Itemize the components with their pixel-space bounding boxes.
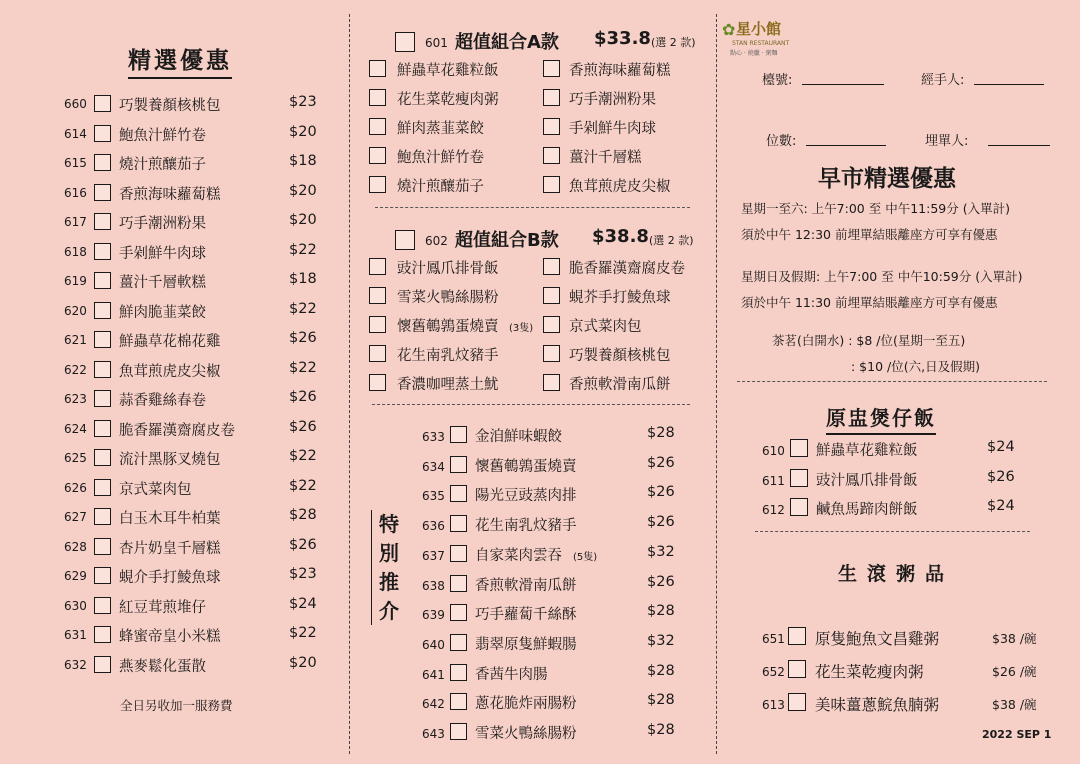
combo-a-code: 601 xyxy=(425,36,448,50)
combo-option[interactable] xyxy=(369,174,539,198)
item-checkbox[interactable] xyxy=(94,479,111,496)
list-item xyxy=(422,662,682,686)
item-checkbox[interactable] xyxy=(94,154,111,171)
option-name: 巧製養顏核桃包 xyxy=(569,348,671,364)
option-name: 豉汁鳳爪排骨飯 xyxy=(397,261,499,277)
item-price: $26 xyxy=(647,454,675,471)
item-checkbox[interactable] xyxy=(94,597,111,614)
item-price: $24 xyxy=(987,498,1015,514)
item-name: 薑汁千層軟糕 xyxy=(119,275,206,291)
list-item xyxy=(422,602,682,626)
combo-option[interactable] xyxy=(369,145,539,169)
list-item xyxy=(64,447,324,471)
item-checkbox[interactable] xyxy=(450,575,467,592)
item-price: $32 xyxy=(647,543,675,560)
option-checkbox[interactable] xyxy=(369,118,386,135)
item-checkbox[interactable] xyxy=(450,485,467,502)
logo-star-icon: ✿ xyxy=(722,20,736,39)
item-name: 巧手潮洲粉果 xyxy=(119,216,206,232)
item-code: 652 xyxy=(762,665,785,679)
item-name: 金洎鮮味蝦餃 xyxy=(475,429,562,445)
list-item xyxy=(762,468,1022,492)
combo-option[interactable] xyxy=(369,343,539,367)
item-name: 鮮肉脆韮菜餃 xyxy=(119,304,206,321)
list-item xyxy=(762,659,1052,683)
item-checkbox[interactable] xyxy=(790,439,808,457)
item-price: $22 xyxy=(289,300,317,317)
item-checkbox[interactable] xyxy=(450,515,467,532)
option-name: 雪菜火鴨絲腸粉 xyxy=(397,290,499,306)
item-name: 雪菜火鴨絲腸粉 xyxy=(475,726,577,742)
option-checkbox[interactable] xyxy=(369,287,386,304)
seats-field[interactable] xyxy=(806,145,886,146)
special-label-char: 介 xyxy=(379,599,399,623)
item-price: $28 xyxy=(647,603,675,620)
item-checkbox[interactable] xyxy=(450,693,467,710)
combo-option[interactable] xyxy=(369,87,539,111)
list-item xyxy=(64,654,324,678)
combo-option[interactable] xyxy=(369,256,539,280)
option-checkbox[interactable] xyxy=(369,147,386,164)
combo-a-price: $33.8 xyxy=(594,28,651,49)
bill-person-field[interactable] xyxy=(988,145,1050,146)
item-code: 612 xyxy=(762,503,785,517)
item-price: $18 xyxy=(289,153,317,169)
item-code: 638 xyxy=(422,578,445,593)
option-name: 京式菜肉包 xyxy=(569,319,642,335)
item-name: 香煎海味蘿蔔糕 xyxy=(119,186,221,203)
list-item xyxy=(64,536,324,560)
item-code: 634 xyxy=(422,459,445,474)
option-checkbox[interactable] xyxy=(543,345,560,362)
combo-option[interactable] xyxy=(369,58,539,82)
right-divider-2 xyxy=(755,531,1030,532)
special-label-char: 特 xyxy=(379,512,399,536)
congee-title: 生滾粥品 xyxy=(838,563,955,585)
option-checkbox[interactable] xyxy=(369,258,386,275)
combo-option[interactable] xyxy=(543,116,703,140)
option-name: 燒汁煎釀茄子 xyxy=(397,179,484,195)
item-name: 蒜香雞絲春卷 xyxy=(119,393,206,409)
option-checkbox[interactable] xyxy=(543,89,560,106)
combo-b-checkbox[interactable] xyxy=(395,230,415,250)
item-name: 白玉木耳牛柏葉 xyxy=(119,511,221,527)
item-note: (5隻) xyxy=(573,551,598,563)
option-checkbox[interactable] xyxy=(369,374,386,391)
item-checkbox[interactable] xyxy=(450,456,467,473)
combo-option[interactable] xyxy=(543,372,703,396)
item-price: $22 xyxy=(289,477,317,494)
item-name: 陽光豆豉蒸肉排 xyxy=(475,488,577,505)
item-price: $26 xyxy=(289,536,317,553)
item-checkbox[interactable] xyxy=(94,390,111,407)
list-item xyxy=(64,300,324,324)
item-name: 鮮蟲草花棉花雞 xyxy=(119,334,221,350)
option-checkbox[interactable] xyxy=(543,316,560,333)
item-code: 630 xyxy=(64,598,87,613)
item-code: 621 xyxy=(64,333,87,347)
special-label-rule xyxy=(371,510,372,625)
item-checkbox[interactable] xyxy=(94,302,111,319)
item-checkbox[interactable] xyxy=(450,634,467,651)
item-checkbox[interactable] xyxy=(94,95,111,112)
restaurant-logo xyxy=(722,18,802,58)
option-name: 香煎海味蘿蔔糕 xyxy=(569,63,671,79)
item-name: 鮑魚汁鮮竹卷 xyxy=(119,127,206,144)
item-price: $28 xyxy=(647,425,675,441)
tea-line-1: 茶茗(白開水) : $8 /位(星期一至五) xyxy=(772,333,966,348)
combo-b-note: (選 2 款) xyxy=(649,234,694,247)
morning-line-1: 星期一至六: 上午7:00 至 中午11:59分 (入單計) xyxy=(741,201,1010,216)
item-checkbox[interactable] xyxy=(94,567,111,584)
item-price: $24 xyxy=(289,595,317,612)
option-name: 鮑魚汁鮮竹卷 xyxy=(397,150,484,166)
option-name: 脆香羅漢齋腐皮卷 xyxy=(569,261,685,277)
list-item xyxy=(64,359,324,383)
column-divider-right xyxy=(716,14,717,754)
item-checkbox[interactable] xyxy=(94,538,111,555)
combo-option[interactable] xyxy=(543,174,703,198)
item-price: $24 xyxy=(987,439,1015,455)
option-checkbox[interactable] xyxy=(369,316,386,333)
item-name: 杏片奶皇千層糕 xyxy=(119,540,221,557)
list-item xyxy=(64,270,324,294)
combo-option[interactable] xyxy=(369,314,539,338)
option-name: 花生菜乾瘦肉粥 xyxy=(397,92,499,108)
right-divider-1 xyxy=(737,381,1047,382)
column-divider-left xyxy=(349,14,350,754)
logo-tagline: 點心 · 燒臘 · 粥麵 xyxy=(730,50,778,57)
morning-line-2: 須於中午 12:30 前埋單結賬離座方可享有優惠 xyxy=(741,227,998,242)
item-price: $20 xyxy=(289,182,317,199)
handler-label: 經手人: xyxy=(921,73,965,88)
item-checkbox[interactable] xyxy=(450,723,467,740)
option-checkbox[interactable] xyxy=(543,176,560,193)
bill-person-label: 埋單人: xyxy=(925,134,969,149)
item-code: 627 xyxy=(64,510,87,524)
combo-option[interactable] xyxy=(543,145,703,169)
service-charge-note: 全日另收加一服務費 xyxy=(120,698,233,713)
list-item xyxy=(64,182,324,206)
item-checkbox[interactable] xyxy=(94,243,111,260)
list-item xyxy=(64,152,324,176)
item-code: 623 xyxy=(64,392,87,406)
item-code: 626 xyxy=(64,480,87,495)
option-name: 香濃咖哩蒸土魷 xyxy=(397,377,499,393)
list-item xyxy=(422,632,682,656)
item-code: 610 xyxy=(762,444,785,458)
item-price: $23 xyxy=(289,94,317,110)
item-name: 花生菜乾瘦肉粥 xyxy=(815,663,924,681)
item-price: $26 xyxy=(647,484,675,501)
item-price: $20 xyxy=(289,212,317,228)
item-price: $20 xyxy=(289,123,317,140)
item-checkbox[interactable] xyxy=(94,272,111,289)
list-item xyxy=(64,241,324,265)
item-code: 633 xyxy=(422,430,445,444)
item-checkbox[interactable] xyxy=(450,545,467,562)
list-item xyxy=(64,123,324,147)
option-name: 香煎軟滑南瓜餅 xyxy=(569,377,671,393)
combo-a-checkbox[interactable] xyxy=(395,32,415,52)
item-name: 鹹魚馬蹄肉餅飯 xyxy=(816,502,918,518)
item-name: 美味薑蔥鯇魚腩粥 xyxy=(815,696,940,714)
combo-divider xyxy=(375,207,690,208)
item-price: $28 xyxy=(647,722,675,738)
item-name: 紅豆茸煎堆仔 xyxy=(119,599,206,616)
list-item xyxy=(64,329,324,353)
item-price: $26 xyxy=(289,418,317,435)
option-name: 手剁鮮牛肉球 xyxy=(569,121,656,137)
item-code: 635 xyxy=(422,489,445,504)
item-checkbox[interactable] xyxy=(790,469,808,487)
list-item xyxy=(422,573,682,597)
item-name: 京式菜肉包 xyxy=(119,481,192,498)
combo-b-price: $38.8 xyxy=(592,226,649,247)
item-price: $32 xyxy=(647,632,675,649)
list-item xyxy=(422,483,682,507)
item-code: 632 xyxy=(64,657,87,672)
list-item xyxy=(64,211,324,235)
item-code: 615 xyxy=(64,156,87,170)
claypot-title: 原盅煲仔飯 xyxy=(826,402,936,435)
item-checkbox[interactable] xyxy=(94,626,111,643)
combo-option[interactable] xyxy=(543,285,703,309)
morning-title: 早市精選優惠 xyxy=(818,166,956,192)
item-code: 611 xyxy=(762,473,785,488)
special-recommend-label xyxy=(376,510,402,626)
special-label-char: 別 xyxy=(379,541,399,565)
option-checkbox[interactable] xyxy=(369,345,386,362)
item-name: 花生南乳炆豬手 xyxy=(475,518,577,535)
item-name: 豉汁鳳爪排骨飯 xyxy=(816,472,918,489)
option-name: 懷舊鵪鶉蛋燒賣 xyxy=(397,319,499,335)
list-item xyxy=(422,543,682,567)
item-code: 660 xyxy=(64,97,87,111)
item-code: 616 xyxy=(64,185,87,200)
handler-field[interactable] xyxy=(974,84,1044,85)
item-checkbox[interactable] xyxy=(788,627,806,645)
item-code: 643 xyxy=(422,727,445,741)
item-code: 619 xyxy=(64,274,87,288)
combo-option[interactable] xyxy=(543,58,703,82)
item-code: 625 xyxy=(64,451,87,465)
list-item xyxy=(762,497,1022,521)
item-checkbox[interactable] xyxy=(94,184,111,201)
item-name: 蜆介手打鯪魚球 xyxy=(119,570,221,586)
combo-option[interactable] xyxy=(369,285,539,309)
item-code: 618 xyxy=(64,244,87,259)
seats-label: 位數: xyxy=(766,134,797,149)
option-name: 鮮肉蒸韮菜餃 xyxy=(397,121,484,137)
list-item xyxy=(422,513,682,537)
list-item xyxy=(64,93,324,117)
item-price: $22 xyxy=(289,359,317,376)
item-code: 614 xyxy=(64,126,87,141)
item-checkbox[interactable] xyxy=(94,361,111,378)
item-checkbox[interactable] xyxy=(94,508,111,525)
tea-line-2: : $10 /位(六,日及假期) xyxy=(851,359,980,374)
item-code: 651 xyxy=(762,632,785,646)
item-code: 631 xyxy=(64,628,87,642)
combo-option[interactable] xyxy=(543,256,703,280)
list-item xyxy=(64,624,324,648)
item-name: 流汁黑豚叉燒包 xyxy=(119,452,221,468)
item-name: 自家菜肉雲吞 xyxy=(475,547,562,564)
list-item xyxy=(64,565,324,589)
list-item xyxy=(422,454,682,478)
item-code: 628 xyxy=(64,539,87,554)
combo-option[interactable] xyxy=(543,314,703,338)
item-code: 637 xyxy=(422,548,445,563)
option-name: 巧手潮洲粉果 xyxy=(569,92,656,108)
item-name: 巧製養顏核桃包 xyxy=(119,98,221,114)
item-name: 香茜牛肉腸 xyxy=(475,666,548,683)
list-item xyxy=(762,438,1022,462)
item-checkbox[interactable] xyxy=(94,331,111,348)
option-checkbox[interactable] xyxy=(369,176,386,193)
option-checkbox[interactable] xyxy=(369,60,386,77)
item-price: $26 xyxy=(987,468,1015,485)
logo-name: 星小館 xyxy=(736,20,782,38)
logo-english: STAN RESTAURANT xyxy=(732,40,790,47)
item-name: 鮮蟲草花雞粒飯 xyxy=(816,443,918,459)
item-price: $28 xyxy=(647,692,675,709)
item-checkbox[interactable] xyxy=(450,604,467,621)
option-checkbox[interactable] xyxy=(543,118,560,135)
item-code: 617 xyxy=(64,215,87,229)
item-price: $38 /碗 xyxy=(992,631,1037,646)
option-name: 薑汁千層糕 xyxy=(569,150,642,166)
print-date: 2022 SEP 1 xyxy=(982,728,1052,741)
list-item xyxy=(64,388,324,412)
item-name: 懷舊鵪鶉蛋燒賣 xyxy=(475,458,577,475)
item-code: 613 xyxy=(762,698,785,712)
item-name: 香煎軟滑南瓜餅 xyxy=(475,577,577,594)
option-checkbox[interactable] xyxy=(543,60,560,77)
combo-b-title: 超值組合B款 xyxy=(455,230,559,251)
item-code: 639 xyxy=(422,608,445,623)
list-item xyxy=(64,506,324,530)
item-price: $20 xyxy=(289,654,317,671)
item-price: $26 xyxy=(647,573,675,590)
item-price: $26 xyxy=(289,389,317,405)
item-price: $28 xyxy=(647,662,675,679)
item-price: $18 xyxy=(289,271,317,287)
option-checkbox[interactable] xyxy=(369,89,386,106)
item-checkbox[interactable] xyxy=(790,498,808,516)
item-name: 手剁鮮牛肉球 xyxy=(119,245,206,262)
list-item xyxy=(762,626,1052,650)
item-checkbox[interactable] xyxy=(788,693,806,711)
item-code: 641 xyxy=(422,667,445,682)
item-code: 629 xyxy=(64,569,87,583)
item-name: 翡翠原隻鮮蝦腸 xyxy=(475,636,577,653)
item-name: 蔥花脆炸兩腸粉 xyxy=(475,696,577,713)
item-price: $26 /碗 xyxy=(992,664,1037,679)
list-item xyxy=(762,692,1052,716)
item-price: $22 xyxy=(289,625,317,641)
list-item xyxy=(64,595,324,619)
option-name: 鮮蟲草花雞粒飯 xyxy=(397,63,499,79)
item-name: 原隻鮑魚文昌雞粥 xyxy=(815,630,940,648)
list-item xyxy=(422,424,682,448)
item-price: $28 xyxy=(289,507,317,523)
item-name: 巧手蘿蔔千絲酥 xyxy=(475,607,577,624)
table-number-field[interactable] xyxy=(802,84,884,85)
item-name: 燒汁煎釀茄子 xyxy=(119,157,206,173)
list-item xyxy=(422,721,682,745)
item-checkbox[interactable] xyxy=(450,426,467,443)
option-note: (3隻) xyxy=(509,323,534,334)
morning-line-3: 星期日及假期: 上午7:00 至 中午10:59分 (入單計) xyxy=(741,269,1023,284)
combo-option[interactable] xyxy=(543,87,703,111)
item-name: 脆香羅漢齋腐皮卷 xyxy=(119,422,235,439)
combo-b-code: 602 xyxy=(425,234,448,248)
list-item xyxy=(64,418,324,442)
option-name: 花生南乳炆豬手 xyxy=(397,348,499,364)
item-code: 640 xyxy=(422,637,445,652)
item-checkbox[interactable] xyxy=(94,420,111,437)
combo-a-title: 超值組合A款 xyxy=(455,32,559,53)
option-checkbox[interactable] xyxy=(543,287,560,304)
item-code: 624 xyxy=(64,421,87,436)
item-checkbox[interactable] xyxy=(94,213,111,230)
item-name: 魚茸煎虎皮尖椒 xyxy=(119,363,221,380)
item-price: $23 xyxy=(289,566,317,582)
item-price: $26 xyxy=(647,514,675,531)
option-checkbox[interactable] xyxy=(543,258,560,275)
item-price: $22 xyxy=(289,448,317,464)
combo-a-note: (選 2 款) xyxy=(651,36,696,49)
item-checkbox[interactable] xyxy=(788,660,806,678)
item-code: 622 xyxy=(64,362,87,377)
list-item xyxy=(422,691,682,715)
item-code: 636 xyxy=(422,519,445,534)
item-code: 620 xyxy=(64,303,87,318)
item-name: 燕麥鬆化蛋散 xyxy=(119,658,206,675)
item-checkbox[interactable] xyxy=(450,664,467,681)
option-checkbox[interactable] xyxy=(543,147,560,164)
combo-option[interactable] xyxy=(369,116,539,140)
special-label-char: 推 xyxy=(379,570,399,594)
list-item xyxy=(64,477,324,501)
item-name: 蜂蜜帝皇小米糕 xyxy=(119,629,221,645)
combo-option[interactable] xyxy=(369,372,539,396)
option-name: 魚茸煎虎皮尖椒 xyxy=(569,179,671,195)
option-name: 蜆芥手打鯪魚球 xyxy=(569,290,671,306)
table-number-label: 檯號: xyxy=(762,73,793,88)
item-price: $38 /碗 xyxy=(992,697,1037,712)
item-code: 642 xyxy=(422,697,445,712)
item-checkbox[interactable] xyxy=(94,449,111,466)
item-price: $26 xyxy=(289,330,317,346)
morning-line-4: 須於中午 11:30 前埋單結賬離座方可享有優惠 xyxy=(741,295,998,310)
combo-option[interactable] xyxy=(543,343,703,367)
item-checkbox[interactable] xyxy=(94,125,111,142)
item-checkbox[interactable] xyxy=(94,656,111,673)
special-divider xyxy=(372,404,690,405)
option-checkbox[interactable] xyxy=(543,374,560,391)
item-price: $22 xyxy=(289,241,317,258)
left-section-title: 精選優惠 xyxy=(128,42,232,79)
